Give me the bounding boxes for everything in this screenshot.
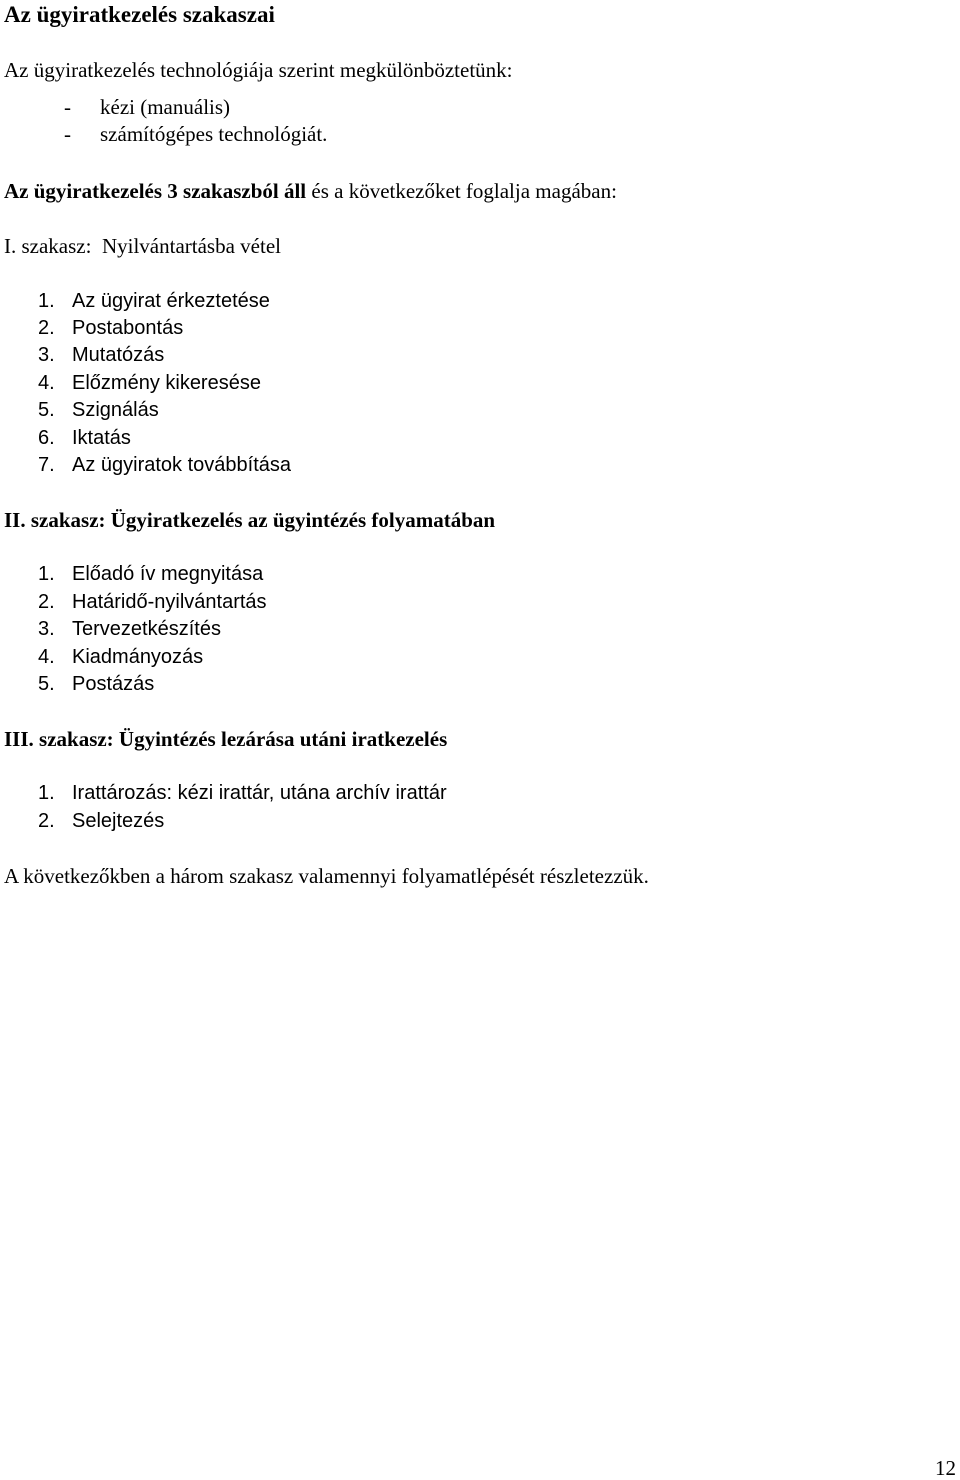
section1-title: Nyilvántartásba vétel <box>101 234 281 258</box>
list-item-text: Az ügyirat érkeztetése <box>72 290 270 312</box>
list-item-text: Az ügyiratok továbbítása <box>72 454 292 476</box>
list-number: 4. <box>38 646 55 668</box>
list-number: 6. <box>38 427 55 449</box>
list-item <box>38 345 164 365</box>
list-item <box>38 564 263 584</box>
list-item <box>38 400 159 420</box>
section1-heading <box>4 236 281 257</box>
list-item-text: kézi (manuális) <box>100 95 231 119</box>
page-number: 12 <box>935 1456 956 1480</box>
list-item-text: Selejtezés <box>72 810 165 832</box>
list-item <box>38 674 154 694</box>
list-item <box>38 428 131 448</box>
list-dash: - <box>64 122 71 146</box>
list-number: 2. <box>38 317 55 339</box>
list-item-text: Iktatás <box>72 427 131 449</box>
list-number: 3. <box>38 618 55 640</box>
section1-label: I. szakasz: <box>4 234 92 258</box>
list-number: 1. <box>38 563 55 585</box>
list-item-text: Előzmény kikeresése <box>72 372 261 394</box>
list-item <box>38 318 183 338</box>
list-item-text: Kiadmányozás <box>72 646 204 668</box>
list-number: 1. <box>38 290 55 312</box>
list-number: 2. <box>38 810 55 832</box>
list-number: 2. <box>38 591 55 613</box>
list-item-text: Tervezetkészítés <box>72 618 221 640</box>
phases-intro-bold: Az ügyiratkezelés 3 szakaszból áll <box>4 179 307 203</box>
list-item <box>38 291 270 311</box>
list-number: 1. <box>38 782 55 804</box>
list-item-text: Határidő-nyilvántartás <box>72 591 267 613</box>
list-item <box>38 455 291 475</box>
section2-heading: II. szakasz: Ügyiratkezelés az ügyintézés folyamatában <box>4 508 496 532</box>
list-number: 5. <box>38 399 55 421</box>
list-item-text: Mutatózás <box>72 344 165 366</box>
list-number: 4. <box>38 372 55 394</box>
list-number: 3. <box>38 344 55 366</box>
phases-intro-rest: és a következőket foglalja magában: <box>306 179 617 203</box>
list-dash: - <box>64 95 71 119</box>
list-item-text: számítógépes technológiát. <box>100 122 328 146</box>
list-number: 7. <box>38 454 55 476</box>
page-title: Az ügyiratkezelés szakaszai <box>4 2 275 27</box>
list-item <box>38 811 164 831</box>
list-item-text: Postabontás <box>72 317 184 339</box>
intro-text: Az ügyiratkezelés technológiája szerint megkülönböztetünk: <box>4 58 513 82</box>
list-item-text: Postázás <box>72 673 155 695</box>
list-item <box>38 783 447 803</box>
list-number: 5. <box>38 673 55 695</box>
list-item-text: Előadó ív megnyitása <box>72 563 264 585</box>
list-item <box>64 124 327 145</box>
phases-intro <box>4 181 617 202</box>
list-item <box>38 373 261 393</box>
section3-heading: III. szakasz: Ügyintézés lezárása utáni iratkezelés <box>4 727 448 751</box>
list-item <box>38 619 221 639</box>
closing-text: A következőkben a három szakasz valamennyi folyamatlépését részletezzük. <box>4 864 649 888</box>
list-item <box>64 97 230 118</box>
list-item <box>38 592 267 612</box>
list-item <box>38 647 203 667</box>
list-item-text: Irattározás: kézi irattár, utána archív irattár <box>72 782 447 804</box>
list-item-text: Szignálás <box>72 399 159 421</box>
